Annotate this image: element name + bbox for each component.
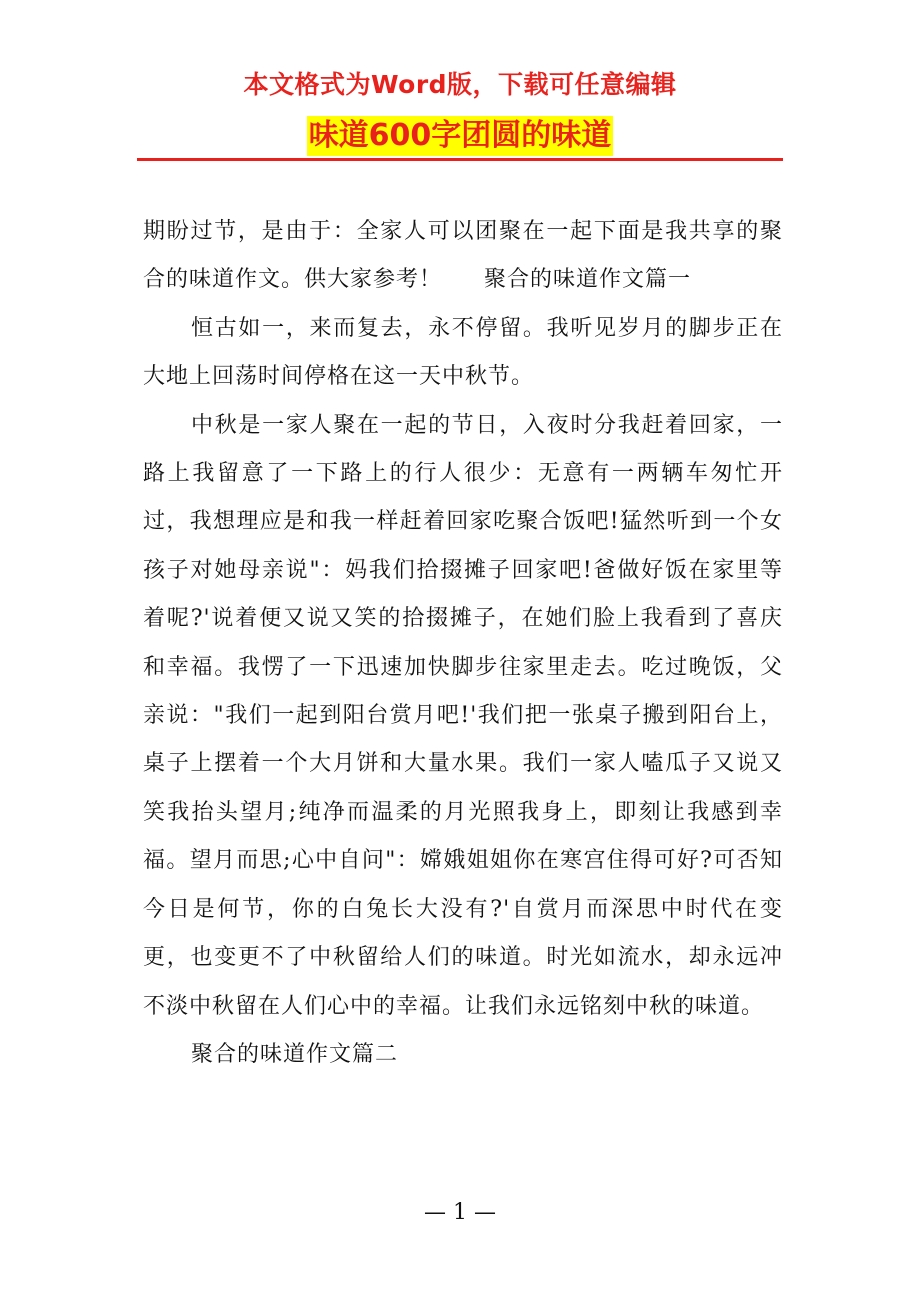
download-banner: 本文格式为Word版，下载可任意编辑: [243, 70, 677, 99]
document-body: [143, 208, 783, 1079]
intro-heading: 聚合的味道作文篇一: [484, 267, 692, 293]
paragraph-2: 中秋是一家人聚在一起的节日，入夜时分我赶着回家，一路上我留意了一下路上的行人很少：无意有一两辆车匆忙开过，我想理应是和我一样赶着回家吃聚合饭吧!猛然听到一个女孩子对她母亲说"：妈我们拾掇摊子回家吧!爸做好饭在家里等着呢?'说着便又说又笑的拾掇摊子，在她们脸上我看到了喜庆和幸福。我愣了一下迅速加快脚步往家里走去。吃过晚饭，父亲说："我们一起到阳台赏月吧!'我们把一张桌子搬到阳台上，桌子上摆着一个大月饼和大量水果。我们一家人嗑瓜子又说又笑我抬头望月;纯净而温柔的月光照我身上，即刻让我感到幸福。望月而思;心中自问"：嫦娥姐姐你在寒宫住得可好?可否知今日是何节，你的白兔长大没有?'自赏月而深思中时代在变更，也变更不了中秋留给人们的味道。时光如流水，却永远冲不淡中秋留在人们心中的幸福。让我们永远铭刻中秋的味道。: [143, 412, 783, 1019]
page-number: — 1 —: [424, 1200, 496, 1225]
document-title: 味道600字团圆的味道: [307, 116, 614, 156]
intro-paragraph: [143, 208, 783, 305]
intro-text: 期盼过节，是由于：全家人可以团聚在一起下面是我共享的聚合的味道作文。供大家参考！: [143, 219, 783, 293]
title-divider: [137, 158, 783, 161]
section-heading-2: 聚合的味道作文篇二: [191, 1041, 399, 1067]
title-wrapper: [0, 116, 920, 156]
paragraph-1: 恒古如一，来而复去，永不停留。我听见岁月的脚步正在大地上回荡时间停格在这一天中秋节。: [143, 315, 783, 390]
